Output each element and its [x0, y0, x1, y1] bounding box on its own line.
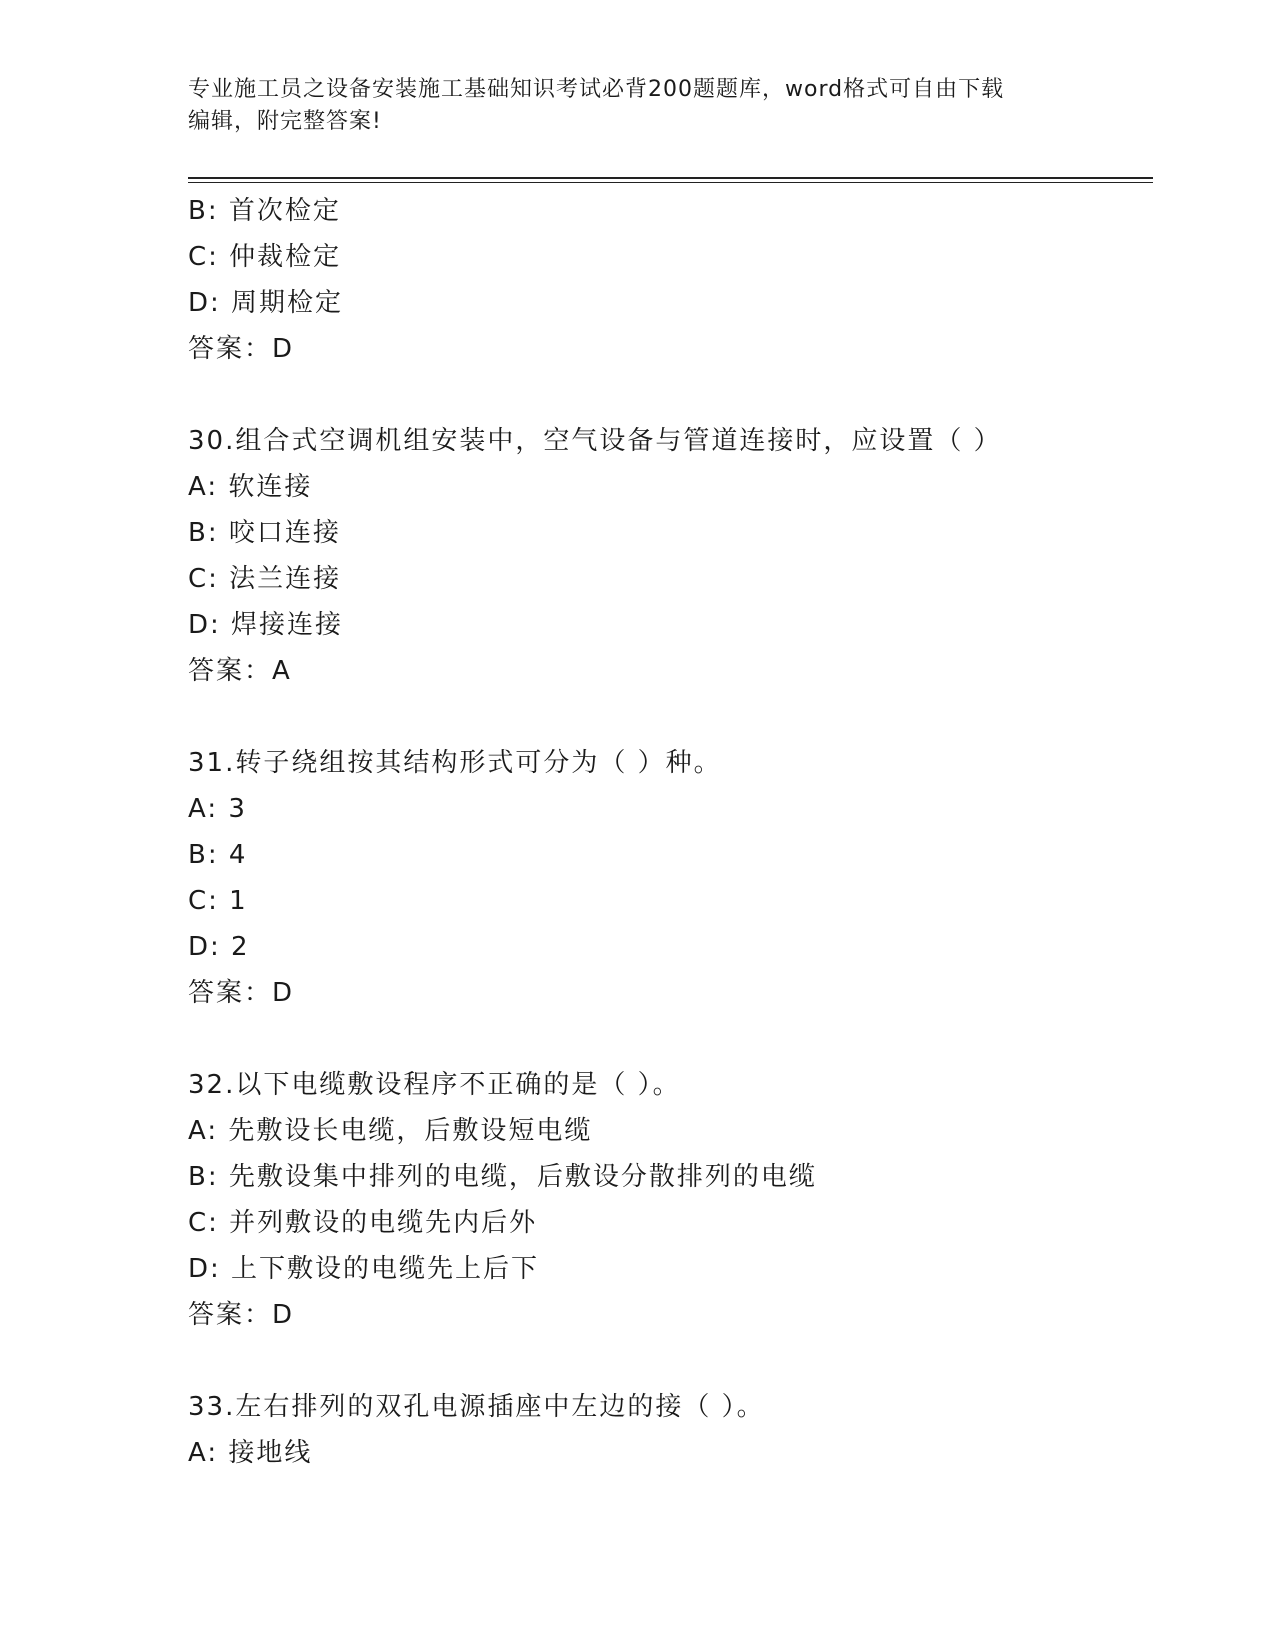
question-block — [188, 188, 1153, 372]
question-text: 30.组合式空调机组安装中，空气设备与管道连接时，应设置（ ） — [188, 426, 1002, 456]
option: A: 3 — [188, 794, 247, 824]
option: D: 焊接连接 — [188, 610, 344, 640]
option: D: 周期检定 — [188, 288, 344, 318]
question-text: 32.以下电缆敷设程序不正确的是（ ）。 — [188, 1070, 681, 1100]
option: D: 上下敷设的电缆先上后下 — [188, 1254, 540, 1284]
answer: 答案：D — [188, 334, 295, 364]
option: C: 1 — [188, 886, 248, 916]
option: C: 并列敷设的电缆先内后外 — [188, 1208, 538, 1238]
answer: 答案：D — [188, 978, 295, 1008]
question-block — [188, 1384, 1153, 1476]
question-block — [188, 1062, 1153, 1338]
answer: 答案：A — [188, 656, 292, 686]
option: A: 先敷设长电缆，后敷设短电缆 — [188, 1116, 593, 1146]
option: B: 咬口连接 — [188, 518, 341, 548]
option: A: 接地线 — [188, 1438, 313, 1468]
header-line-1: 专业施工员之设备安装施工基础知识考试必背200题题库，word格式可自由下载 — [188, 77, 1005, 102]
header-rule-thick — [188, 177, 1153, 179]
document-header — [188, 74, 1068, 138]
option: B: 4 — [188, 840, 248, 870]
answer: 答案：D — [188, 1300, 295, 1330]
question-text: 33.左右排列的双孔电源插座中左边的接（ ）。 — [188, 1392, 765, 1422]
option: B: 先敷设集中排列的电缆，后敷设分散排列的电缆 — [188, 1162, 817, 1192]
header-line-2: 编辑，附完整答案! — [188, 109, 382, 134]
question-text: 31.转子绕组按其结构形式可分为（ ）种。 — [188, 748, 722, 778]
question-block — [188, 418, 1153, 694]
question-list — [188, 188, 1153, 1476]
option: B: 首次检定 — [188, 196, 341, 226]
option: C: 仲裁检定 — [188, 242, 342, 272]
option: D: 2 — [188, 932, 250, 962]
option: C: 法兰连接 — [188, 564, 342, 594]
question-block — [188, 740, 1153, 1016]
option: A: 软连接 — [188, 472, 313, 502]
header-rule-thin — [188, 182, 1153, 183]
